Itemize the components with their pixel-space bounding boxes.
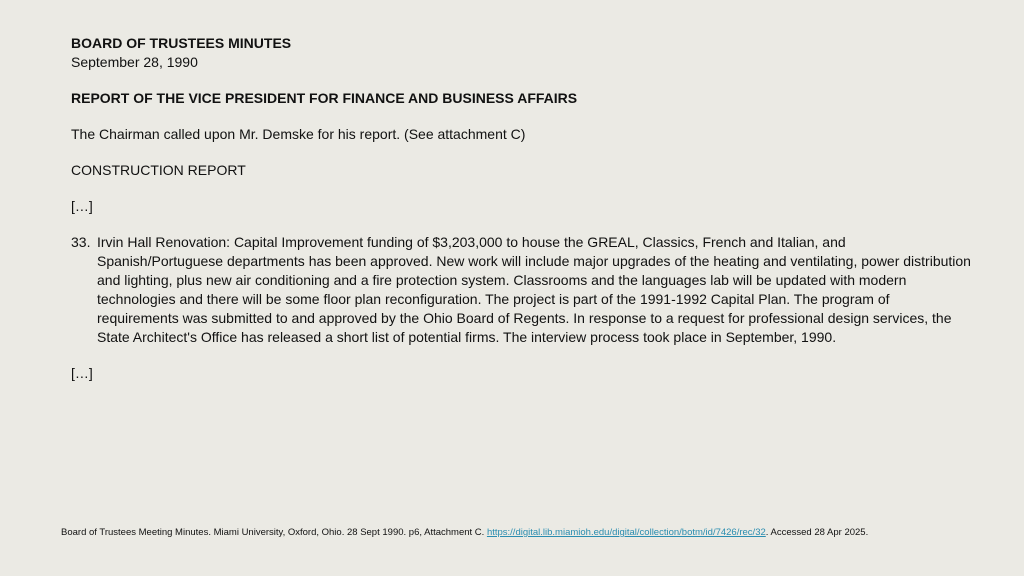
ellipsis-top: […] xyxy=(71,198,93,214)
list-item xyxy=(71,233,971,347)
citation-text: Board of Trustees Meeting Minutes. Miami University, Oxford, Ohio. 28 Sept 1990. p6, Attachment C. xyxy=(61,527,487,538)
ellipsis-bottom: […] xyxy=(71,365,93,381)
citation-link[interactable]: https://digital.lib.miamioh.edu/digital/collection/botm/id/7426/rec/32 xyxy=(486,527,766,538)
construction-subheading: CONSTRUCTION REPORT xyxy=(71,162,246,178)
citation-accessed: . Accessed 28 Apr 2025. xyxy=(765,527,869,538)
intro-paragraph: The Chairman called upon Mr. Demske for his report. (See attachment C) xyxy=(71,126,526,142)
document-content xyxy=(71,34,971,383)
item-number: 33. xyxy=(71,234,91,250)
section-heading: REPORT OF THE VICE PRESIDENT FOR FINANCE AND BUSINESS AFFAIRS xyxy=(71,90,578,106)
citation-footer xyxy=(61,526,971,539)
document-date: September 28, 1990 xyxy=(71,54,198,70)
item-text: Irvin Hall Renovation: Capital Improvement funding of $3,203,000 to house the GREAL, Classics, French and Italian, and Spanish/Portuguese departments has been approved. New work will include major upgrades of the heating and ventilating, power distribution and lighting, plus new air conditioning and a fire protection system. Classrooms and the languages lab will be updated with modern technologies and there will be some floor plan reconfiguration. The project is part of the 1991-1992 Capital Plan. The program of requirements was submitted to and approved by the Ohio Board of Regents. In response to a request for professional design services, the State Architect's Office has released a short list of potential firms. The interview process took place in September, 1990. xyxy=(97,234,971,345)
document-title: BOARD OF TRUSTEES MINUTES xyxy=(71,35,292,51)
